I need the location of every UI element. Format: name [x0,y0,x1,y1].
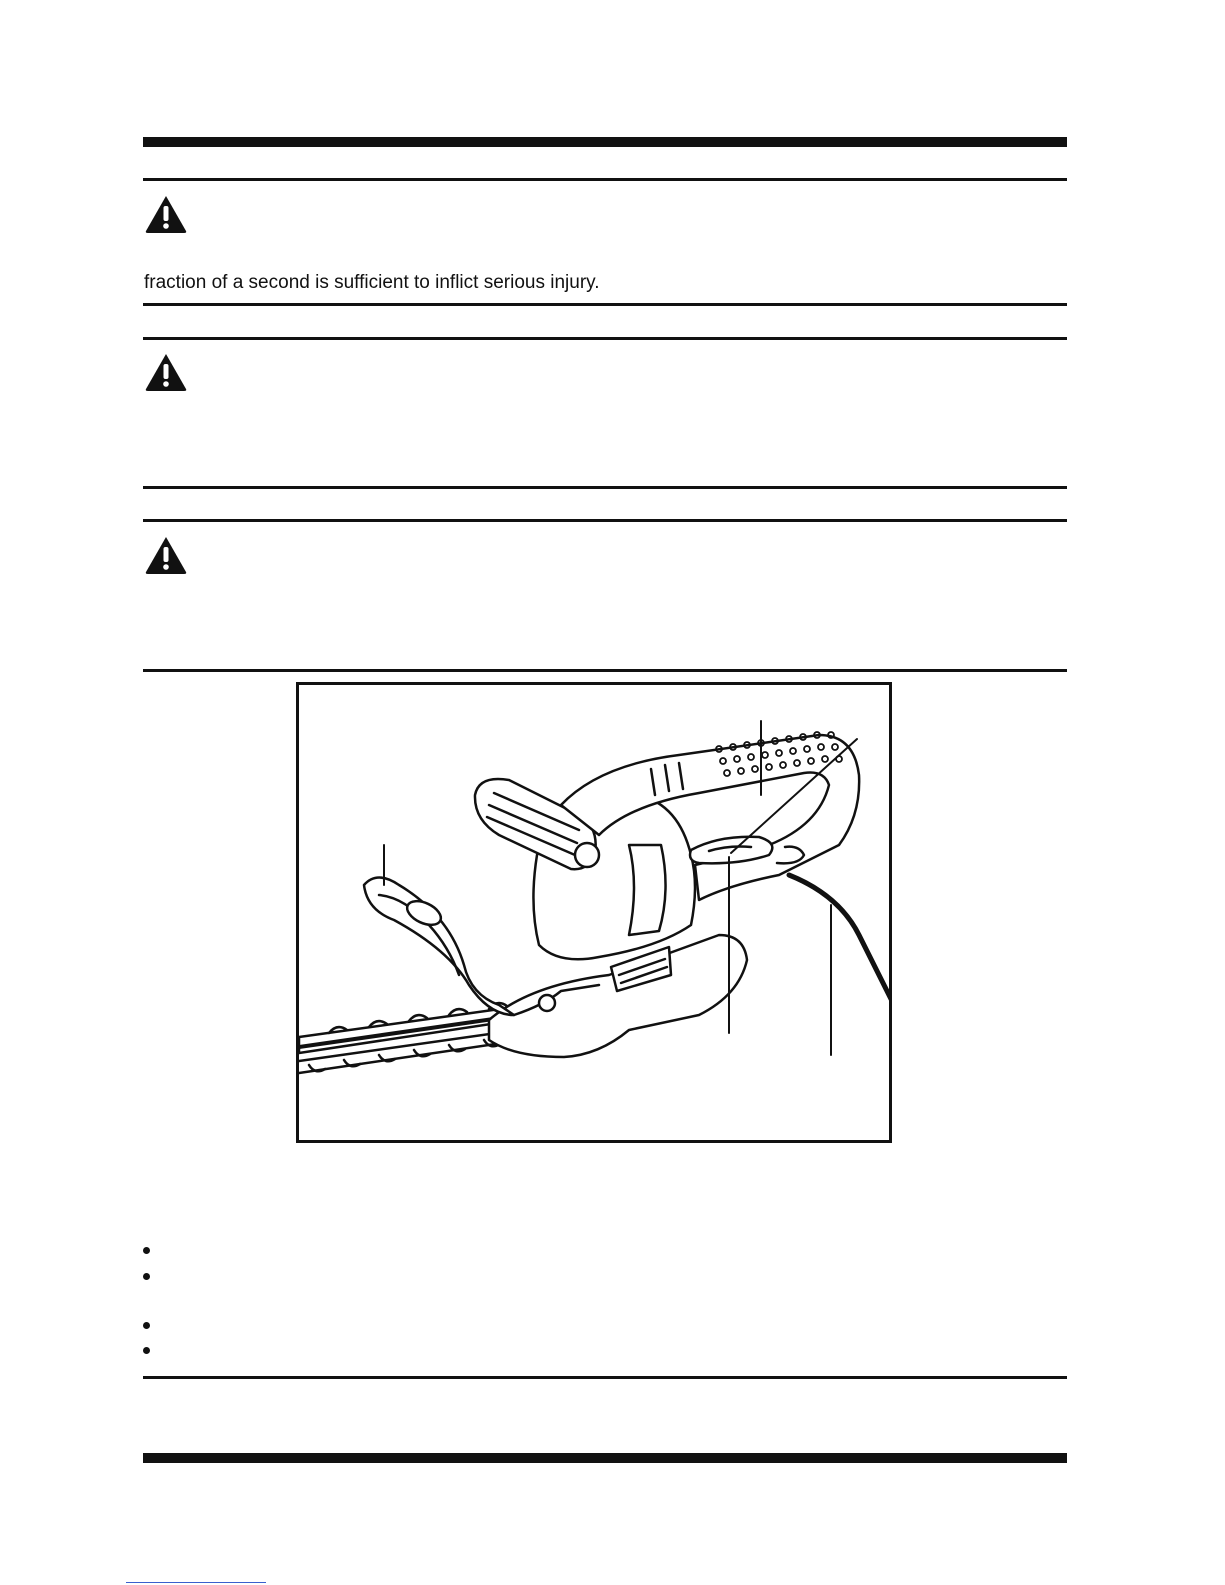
list-bullet [143,1347,150,1354]
warning-1-bottom-rule [143,303,1067,306]
hedge-trimmer-illustration [299,685,889,1140]
warning-triangle-icon [144,352,188,392]
footer-rule [143,1453,1067,1463]
warning-3-top-rule [143,519,1067,522]
warning-3-bottom-rule [143,669,1067,672]
list-bullet [143,1273,150,1280]
warning-2-bottom-rule [143,486,1067,489]
list-bullet [143,1247,150,1254]
warning-triangle-icon [144,535,188,575]
section-bottom-rule [143,1376,1067,1379]
hedge-trimmer-figure [296,682,892,1143]
warning-1-text: fraction of a second is sufficient to inflict serious injury. [144,272,600,293]
footer-link-underline[interactable] [126,1582,266,1583]
list-bullet [143,1322,150,1329]
header-rule [143,137,1067,147]
warning-triangle-icon [144,194,188,234]
warning-1-top-rule [143,178,1067,181]
warning-2-top-rule [143,337,1067,340]
